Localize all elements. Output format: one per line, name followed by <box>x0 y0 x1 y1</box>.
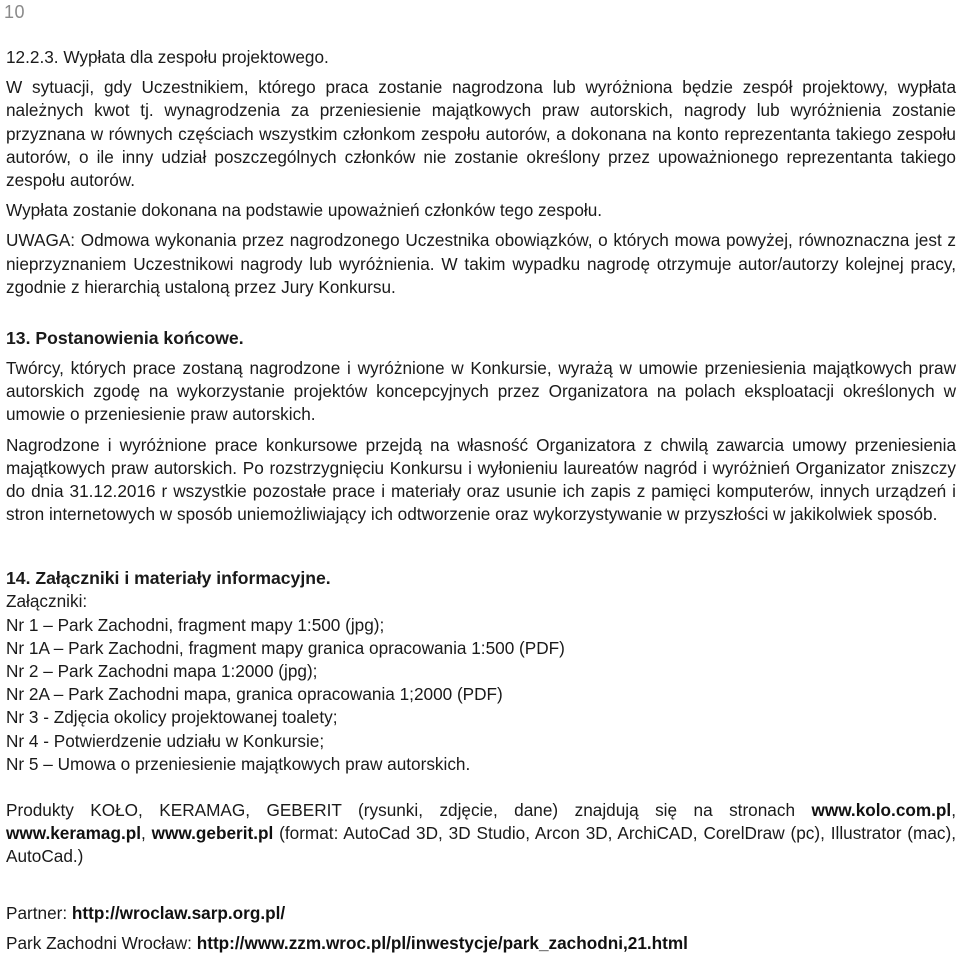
products-separator: , <box>141 823 152 844</box>
attachments-list <box>6 614 956 776</box>
section-heading-13: 13. Postanowienia końcowe. <box>6 328 244 349</box>
park-link[interactable]: http://www.zzm.wroc.pl/pl/inwestycje/park_zachodni,21.html <box>196 932 688 953</box>
partner-line <box>6 902 956 925</box>
paragraph-warning: UWAGA: Odmowa wykonania przez nagrodzonego Uczestnika obowiązków, o których mowa powyżej, równoznaczna jest z nieprzyznaniem Uczestnikowi nagrody lub wyróżnienia. W takim wypadku nagrodę otrzymuje autor/autorzy kolejnej pracy, zgodnie z hierarchią ustaloną przez Jury Konkursu. <box>6 230 956 297</box>
products-separator: , <box>951 800 956 821</box>
link-geberit[interactable]: www.geberit.pl <box>151 823 274 844</box>
attachment-item: Nr 1A – Park Zachodni, fragment mapy granica opracowania 1:500 (PDF) <box>6 637 565 658</box>
paragraph-author-consent: Twórcy, których prace zostaną nagrodzone i wyróżnione w Konkursie, wyrażą w umowie przeniesienia majątkowych praw autorskich zgodę na wykorzystanie projektów koncepcyjnych przez Organizatora na polach eksploatacji określonych w umowie o przeniesienie praw autorskich. <box>6 358 956 425</box>
attachment-item: Nr 2 – Park Zachodni mapa 1:2000 (jpg); <box>6 661 318 682</box>
attachment-item: Nr 5 – Umowa o przeniesienie majątkowych praw autorskich. <box>6 753 471 774</box>
partner-link[interactable]: http://wroclaw.sarp.org.pl/ <box>71 902 286 923</box>
document-body <box>6 46 956 955</box>
products-text-before: Produkty KOŁO, KERAMAG, GEBERIT (rysunki, zdjęcie, dane) znajdują się na stronach <box>6 800 812 821</box>
section-heading-14: 14. Załączniki i materiały informacyjne. <box>6 568 331 589</box>
subsection-heading-12-2-3: 12.2.3. Wypłata dla zespołu projektowego. <box>6 47 329 67</box>
park-label: Park Zachodni Wrocław: <box>6 932 197 953</box>
attachment-item: Nr 2A – Park Zachodni mapa, granica opracowania 1;2000 (PDF) <box>6 684 503 705</box>
link-kolo[interactable]: www.kolo.com.pl <box>811 800 952 821</box>
paragraph-payout-basis: Wypłata zostanie dokonana na podstawie upoważnień członków tego zespołu. <box>6 200 603 221</box>
paragraph-works-ownership: Nagrodzone i wyróżnione prace konkursowe przejdą na własność Organizatora z chwilą zawarcia umowy przeniesienia majątkowych praw autorskich. Po rozstrzygnięciu Konkursu i wyłonieniu laureatów nagród i wyróżnień Organizator zniszczy do dnia 31.12.2016 r wszystkie pozostałe prace i materiały oraz usunie ich zapis z pamięci komputerów, innych urządzeń i stron internetowych w sposób uniemożliwiający ich odtworzenie oraz wykorzystywanie w przyszłości w jakikolwiek sposób. <box>6 434 956 525</box>
attachment-item: Nr 4 - Potwierdzenie udziału w Konkursie; <box>6 730 325 751</box>
link-keramag[interactable]: www.keramag.pl <box>6 823 141 844</box>
products-text-after: (format: AutoCad 3D, 3D Studio, Arcon 3D, ArchiCAD, CorelDraw (pc), Illustrator (mac), AutoCad.) <box>6 823 956 867</box>
page-number: 10 <box>4 2 26 22</box>
attachment-item: Nr 3 - Zdjęcia okolicy projektowanej toalety; <box>6 707 338 728</box>
attachment-item: Nr 1 – Park Zachodni, fragment mapy 1:500 (jpg); <box>6 614 385 635</box>
paragraph-products <box>6 799 956 869</box>
attachments-label: Załączniki: <box>6 591 88 612</box>
paragraph-team-payout: W sytuacji, gdy Uczestnikiem, którego praca zostanie nagrodzona lub wyróżniona będzie zespół projektowy, wypłata należnych kwot tj. wynagrodzenia za przeniesienie majątkowych praw autorskich, nagrody lub wyróżnienia zostanie przyznana w równych częściach wszystkim członkom zespołu autorów, a dokonana na konto reprezentanta takiego zespołu autorów, o ile inny udział poszczególnych członków nie zostanie określony przez upoważnionego reprezentanta takiego zespołu autorów. <box>6 77 956 191</box>
park-line <box>6 932 956 955</box>
partner-label: Partner: <box>6 902 72 923</box>
